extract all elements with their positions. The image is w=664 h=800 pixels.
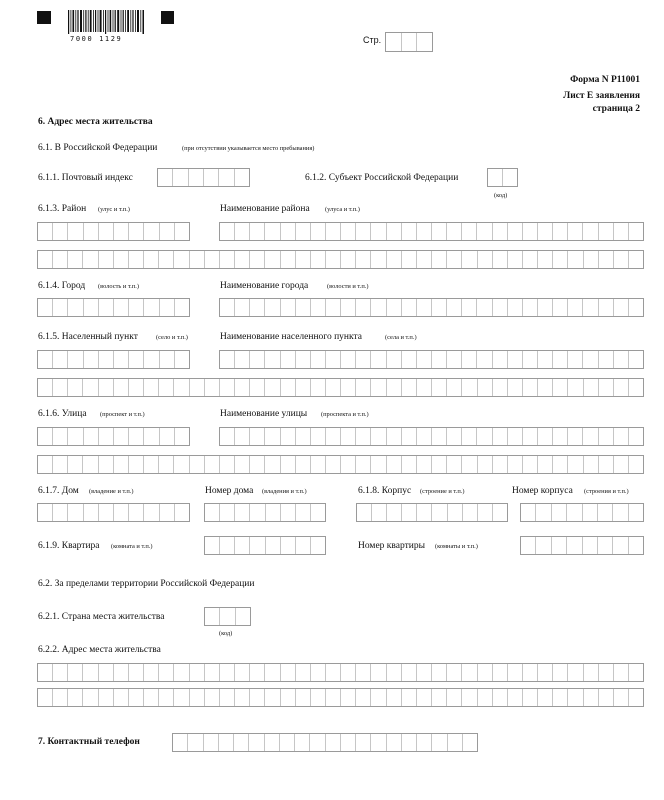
building-number-label: Номер корпуса <box>512 486 573 496</box>
locality-type-cells[interactable] <box>37 350 190 369</box>
flat-number-note: (комнаты и т.п.) <box>435 543 478 550</box>
house-number-note: (владения и т.п.) <box>262 488 307 495</box>
city-name-cells[interactable] <box>219 298 644 317</box>
foreign-address-cells-row2[interactable] <box>37 688 644 707</box>
s61-note: (при отсутствии указывается место пребывания) <box>182 145 315 152</box>
s61-label: 6.1. В Российской Федерации <box>38 143 158 153</box>
locality-name-note: (села и т.п.) <box>385 334 417 341</box>
building-type-cells[interactable] <box>356 503 508 522</box>
locality-name-cells-row1[interactable] <box>219 350 644 369</box>
flat-type-cells[interactable] <box>204 536 326 555</box>
district-note: (улус и т.п.) <box>98 206 130 213</box>
section6-title: 6. Адрес места жительства <box>38 117 153 127</box>
district-name-cells-row1[interactable] <box>219 222 644 241</box>
s62-label: 6.2. За пределами территории Российской Федерации <box>38 579 255 589</box>
region-label: 6.1.2. Субъект Российской Федерации <box>305 173 459 183</box>
street-name-cells-row1[interactable] <box>219 427 644 446</box>
street-type-cells[interactable] <box>37 427 190 446</box>
street-name-label: Наименование улицы <box>220 409 308 419</box>
locality-label: 6.1.5. Населенный пункт <box>38 332 138 342</box>
district-name-cells-row2[interactable] <box>37 250 644 269</box>
page-label: Стр. <box>363 35 382 45</box>
street-label: 6.1.6. Улица <box>38 409 87 419</box>
city-label: 6.1.4. Город <box>38 281 86 291</box>
district-type-cells[interactable] <box>37 222 190 241</box>
district-name-note: (улуса и т.п.) <box>325 206 360 213</box>
country-label: 6.2.1. Страна места жительства <box>38 612 165 622</box>
page-number-cells[interactable] <box>385 32 433 52</box>
corner-marker-right <box>161 11 174 24</box>
flat-note: (комната и т.п.) <box>111 543 153 550</box>
flat-label: 6.1.9. Квартира <box>38 541 100 551</box>
sheet-name: Лист Е заявления <box>563 91 640 101</box>
city-note: (волость и т.п.) <box>98 283 139 290</box>
house-number-label: Номер дома <box>205 486 254 496</box>
building-number-cells[interactable] <box>520 503 644 522</box>
region-code-cells[interactable] <box>487 168 518 187</box>
house-note: (владение и т.п.) <box>89 488 134 495</box>
barcode-image <box>68 10 144 34</box>
building-note: (строение и т.п.) <box>420 488 465 495</box>
locality-note: (село и т.п.) <box>156 334 188 341</box>
locality-name-cells-row2[interactable] <box>37 378 644 397</box>
sheet-page: страница 2 <box>592 104 640 114</box>
city-name-label: Наименование города <box>220 281 309 291</box>
city-name-note: (волости и т.п.) <box>327 283 369 290</box>
foreign-address-cells-row1[interactable] <box>37 663 644 682</box>
country-code-cells[interactable] <box>204 607 251 626</box>
barcode-number: 7000 1129 <box>70 35 123 43</box>
district-label: 6.1.3. Район <box>38 204 87 214</box>
house-number-cells[interactable] <box>204 503 326 522</box>
phone-cells[interactable] <box>172 733 478 752</box>
house-label: 6.1.7. Дом <box>38 486 79 496</box>
country-code-label: (код) <box>219 630 233 637</box>
city-type-cells[interactable] <box>37 298 190 317</box>
postal-index-cells[interactable] <box>157 168 250 187</box>
flat-number-label: Номер квартиры <box>358 541 425 551</box>
house-type-cells[interactable] <box>37 503 190 522</box>
district-name-label: Наименование района <box>220 204 310 214</box>
locality-name-label: Наименование населенного пункта <box>220 332 362 342</box>
postal-label: 6.1.1. Почтовый индекс <box>38 173 133 183</box>
form-name: Форма N Р11001 <box>570 75 640 85</box>
building-label: 6.1.8. Корпус <box>358 486 412 496</box>
foreign-address-label: 6.2.2. Адрес места жительства <box>38 645 161 655</box>
region-code-label: (код) <box>494 192 508 199</box>
street-name-note: (проспекта и т.п.) <box>321 411 369 418</box>
street-name-cells-row2[interactable] <box>37 455 644 474</box>
street-note: (проспект и т.п.) <box>100 411 145 418</box>
section7-title: 7. Контактный телефон <box>38 737 140 747</box>
corner-marker-left <box>37 11 51 24</box>
flat-number-cells[interactable] <box>520 536 644 555</box>
building-number-note: (строения и т.п.) <box>584 488 629 495</box>
